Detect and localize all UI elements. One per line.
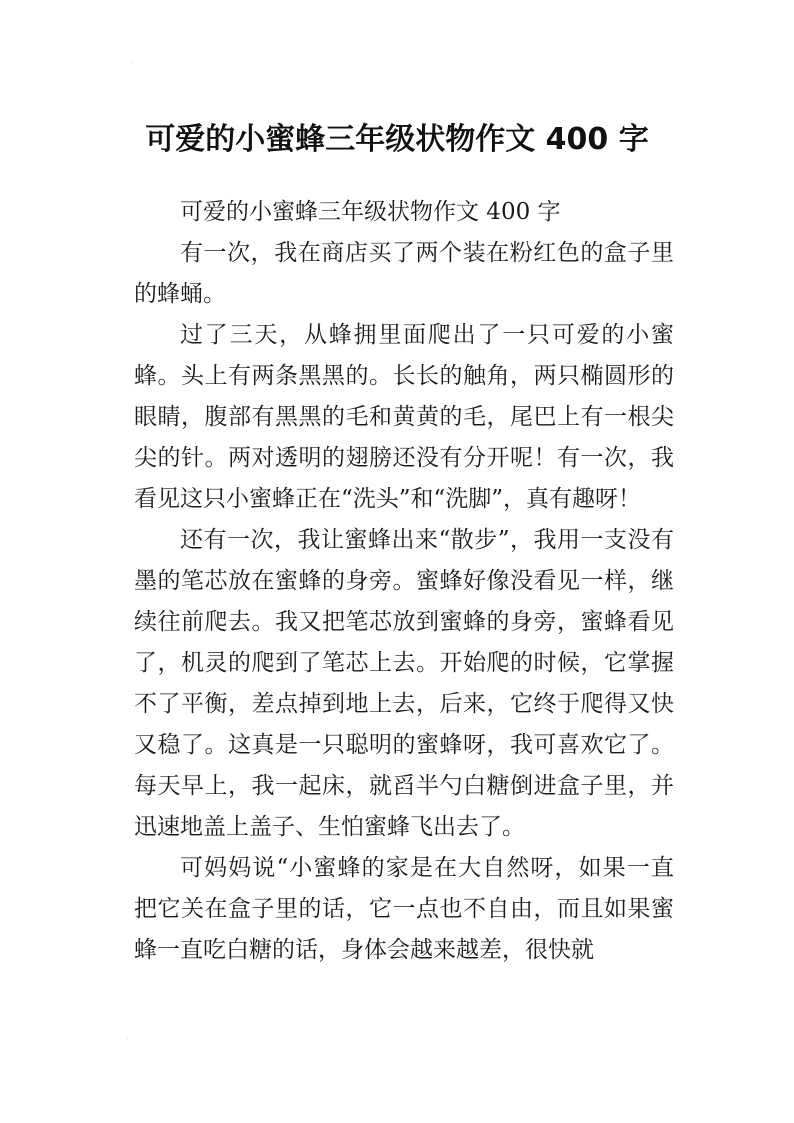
document-title: 可爱的小蜜蜂三年级状物作文 400 字 <box>145 122 649 158</box>
paragraph-heading: 可爱的小蜜蜂三年级状物作文 400 字 <box>180 199 561 225</box>
paragraph-4: 可妈妈说“小蜜蜂的家是在大自然呀，如果一直把它关在盒子里的话，它一点也不自由，而且如果蜜蜂一直吃白糖的话，身体会越来越差，很快就 <box>134 855 674 963</box>
paragraph-3: 还有一次，我让蜜蜂出来“散步”，我用一支没有墨的笔芯放在蜜蜂的身旁。蜜蜂好像没看见一样，继续往前爬去。我又把笔芯放到蜜蜂的身旁，蜜蜂看见了，机灵的爬到了笔芯上去。开始爬的时候，它掌握不了平衡，差点掉到地上去，后来，它终于爬得又快又稳了。这真是一只聪明的蜜蜂呀，我可喜欢它了。每天早上，我一起床，就舀半勺白糖倒进盒子里，并迅速地盖上盖子、生怕蜜蜂飞出去了。 <box>134 527 674 840</box>
corner-mark-bottom: · <box>126 1035 129 1044</box>
paragraph-1: 有一次，我在商店买了两个装在粉红色的盒子里的蜂蛹。 <box>134 240 674 307</box>
paragraph-2: 过了三天，从蜂拥里面爬出了一只可爱的小蜜蜂。头上有两条黑黑的。长长的触角，两只椭圆形的眼睛，腹部有黑黑的毛和黄黄的毛，尾巴上有一根尖尖的针。两对透明的翅膀还没有分开呢！有一次，我看见这只小蜜蜂正在“洗头”和“洗脚”，真有趣呀！ <box>134 322 674 512</box>
corner-mark-top: · <box>130 59 133 68</box>
document-body <box>134 192 674 971</box>
